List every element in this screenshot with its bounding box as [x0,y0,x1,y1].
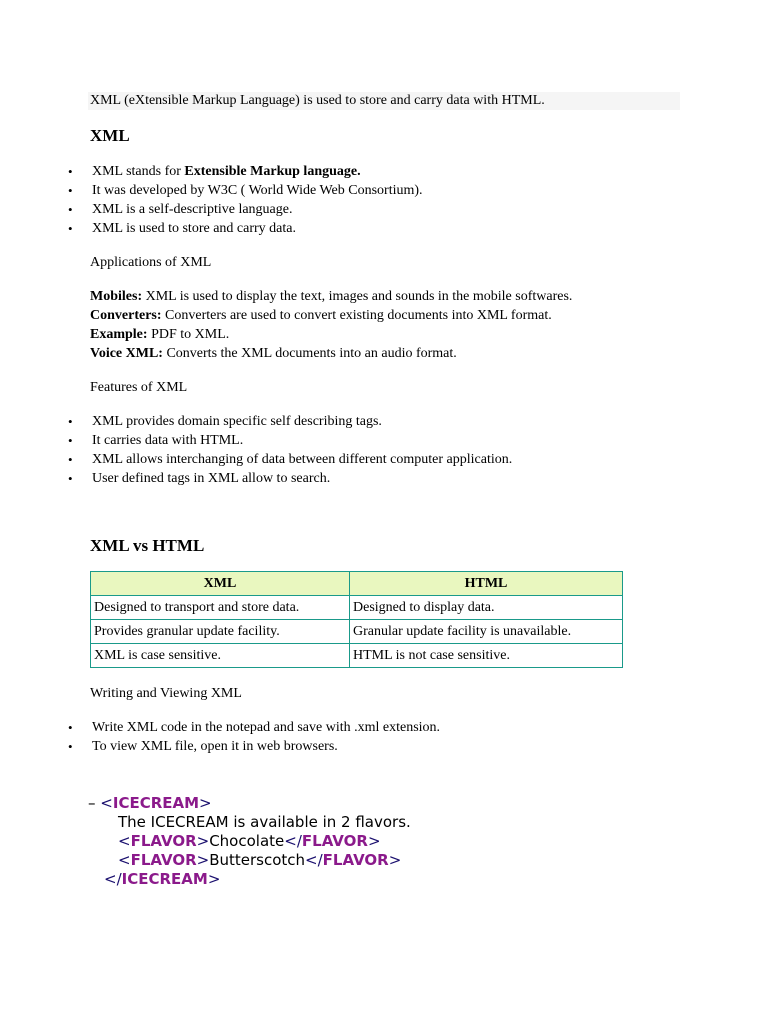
application-item: Voice XML: Converts the XML documents into an audio format. [90,346,457,361]
table-header-row [91,572,623,596]
list-item: • XML is used to store and carry data. [0,219,423,238]
table-cell: XML is case sensitive. [91,644,350,668]
comparison-table [90,571,623,668]
table-cell: Designed to transport and store data. [91,596,350,620]
list-item: • It carries data with HTML. [0,431,512,450]
table-cell: HTML is not case sensitive. [350,644,623,668]
collapse-toggle[interactable]: – [88,794,101,812]
application-item: Mobiles: XML is used to display the text, images and sounds in the mobile softwares. [90,289,573,304]
application-item: Converters: Converters are used to convert existing documents into XML format. [90,308,552,323]
heading-xml-vs-html: XML vs HTML [90,536,205,555]
table-header-html: HTML [350,572,623,596]
table-header-xml: XML [91,572,350,596]
list-item: • Write XML code in the notepad and save with .xml extension. [0,718,440,737]
list-item: • XML stands for Extensible Markup language. [0,162,423,181]
xml-points-list [0,162,423,238]
intro-text: XML (eXtensible Markup Language) is used to store and carry data with HTML. [88,92,680,110]
code-line-root-close: </ICECREAM> [104,870,221,888]
list-item: • XML is a self-descriptive language. [0,200,423,219]
code-line-root-open: – <ICECREAM> [88,794,212,812]
writing-heading: Writing and Viewing XML [90,686,242,701]
code-line-text: The ICECREAM is available in 2 flavors. [118,813,411,831]
applications-heading: Applications of XML [90,255,212,270]
code-line-flavor: <FLAVOR>Butterscotch</FLAVOR> [118,851,402,869]
features-list [0,412,512,488]
table-cell: Provides granular update facility. [91,620,350,644]
heading-xml: XML [90,126,130,145]
xml-code-sample [88,794,411,889]
list-item: • XML allows interchanging of data between different computer application. [0,450,512,469]
table-row [91,620,623,644]
features-heading: Features of XML [90,380,188,395]
table-cell: Granular update facility is unavailable. [350,620,623,644]
list-item: • It was developed by W3C ( World Wide Web Consortium). [0,181,423,200]
table-row [91,644,623,668]
list-item: • To view XML file, open it in web browsers. [0,737,440,756]
code-line-flavor: <FLAVOR>Chocolate</FLAVOR> [118,832,381,850]
list-item: • User defined tags in XML allow to search. [0,469,512,488]
table-row [91,596,623,620]
writing-points-list [0,718,440,756]
table-cell: Designed to display data. [350,596,623,620]
application-item: Example: PDF to XML. [90,327,230,342]
list-item: • XML provides domain specific self describing tags. [0,412,512,431]
applications-list [90,287,572,363]
